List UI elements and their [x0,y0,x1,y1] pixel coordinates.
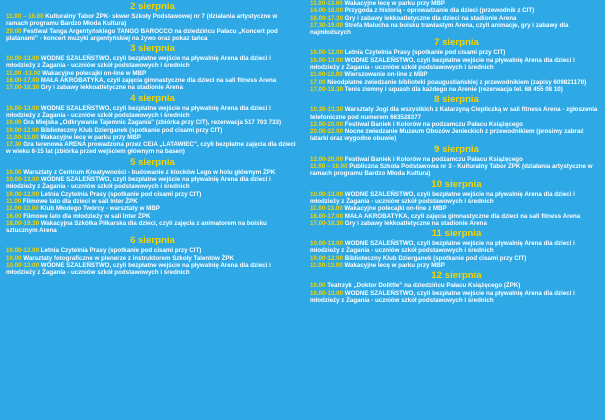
event-description: Gra terenowa ARENA prowadzona przez CEiA „LATAWIEC”, czyli bezpłatne zajęcia dla dzieci w wieku 8-15 lat (zbiórka przed wejściem głównym na basen) [6,141,296,156]
day-heading: 10 sierpnia [431,178,482,190]
day-heading: 2 sierpnia [130,1,175,12]
event-item [6,70,299,77]
event-item [6,255,299,262]
event-item [310,213,603,220]
event-description: Nocne zwiedzanie Muzeum Obozów Jenieckich z przewodnikiem (prosimy zabrać latarki oraz wygodne obuwie) [310,128,584,143]
event-time: 17.00-18.30 [310,219,344,227]
event-item [310,205,603,212]
event-description: Wierszowanie on-line z MBP [342,71,428,79]
day-heading: 4 sierpnia [130,92,175,104]
day-heading: 3 sierpnia [130,43,175,55]
event-time: 10.00-13.00 [310,289,344,297]
day-heading: 5 sierpnia [130,156,175,168]
event-item [310,7,603,14]
event-time: 11.00 – 16.00 [310,163,348,171]
event-description: Wakacyjna Szkółka Piłkarska dla dzieci, czyli zajęcia z animatorem na boisku sztucznym Arena [6,219,267,235]
left-column [6,0,299,277]
event-description: Tenis ziemny i squash dla każdego na Arenie (rezerwacja tel. 68 455 08 10) [343,85,563,93]
event-time: 10.00 [310,282,326,290]
event-item [310,262,603,269]
event-description: Letnia Czytelnia Prasy (spotkanie pod cisami przy CIT) [39,247,202,255]
event-description: Warsztaty z Centrum Kreatywności - budowanie z klocków Lego w holu głównym ŻPK [21,168,276,176]
event-item [310,255,603,262]
day-heading: 8 sierpnia [434,94,479,106]
event-description: WODNE SZALEŃSTWO, czyli bezpłatne wejście na pływalnię Arena dla dzieci i młodzieży z Żagania - uczniów szkół podstawowych i średnich [310,56,575,72]
event-time: 11.00 – 16.00 [6,13,44,20]
event-time: 14.00-16.00 [310,7,344,15]
event-time: 11.00 -13.00 [6,69,41,77]
event-description: Publiczna Szkoła Podstawowa nr 3 - Kulturalny Tabor ŻPK (działania artystyczne w ramach programu Bardzo Młoda Kultura) [310,163,593,178]
event-time: 20.00 [6,27,22,35]
event-description: WODNE SZALEŃSTWO, czyli bezpłatne wejście na pływalnię Arena dla dzieci i młodzieży z Żagania - uczniów szkół podstawowych i średnich [310,289,575,304]
event-item [6,13,299,28]
event-time: 10.00-12.00 [6,247,40,255]
event-item [310,240,603,255]
event-description: Wakacyjne lecę w parku przy MBP [342,262,445,270]
event-description: Wakacyjne polecajki on-line z MBP [342,205,447,213]
event-item [310,0,603,7]
event-description: WODNE SZALEŃSTWO, czyli bezpłatne wejście na pływalnię Arena dla dzieci i młodzieży z Żagania - uczniów szkół podstawowych i średnich [6,55,271,70]
event-item [310,121,603,128]
event-time: 16.00-17.30 [310,14,344,22]
event-description: WODNE SZALEŃSTWO, czyli bezpłatne wejście na pływalnię Arena dla dzieci i młodzieży z Żagania - uczniów szkół podstawowych i średnich [6,176,271,191]
event-time: 18.00-19.30 [6,219,40,227]
event-description: Letnia Czytelnia Prasy (spotkanie pod cisami przy CIT) [343,49,506,57]
event-item [310,282,603,289]
event-time: 16.00 [6,212,22,220]
event-time: 10.00-12.00 [6,190,40,198]
event-item [310,86,603,93]
day-heading: 7 sierpnia [434,37,479,49]
event-time: 11.00-13.00 [6,205,39,213]
event-time: 10.00-13.00 [6,176,40,184]
event-item [310,290,603,305]
event-description: Festiwal Tanga Argentyńskiego TANGO BAROCCO na dziedzińcu Pałacu „Koncert pod platanami” - koncert muzyki argentyńskiej na żywo oraz pokaz tańca [6,27,278,42]
event-description: Wakacyjne polecajki on-line w MBP [40,69,147,77]
event-description: WODNE SZALEŃSTWO, czyli bezpłatne wejście na pływalnię Arena dla dzieci i młodzieży z Żagania - uczniów szkół podstawowych i średnich [6,262,271,277]
event-item [6,141,299,156]
event-item [6,198,299,205]
event-description: Warsztaty fotograficzne w plenerze z instruktorem Szkoły Talentów ŻPK [21,254,234,262]
event-item [6,247,299,254]
event-item [6,169,299,176]
event-description: Biblioteczny Klub Dzierganek (spotkanie pod cisami przy CIT) [343,254,527,262]
event-time: 11.00-13.00 [310,205,343,213]
event-description: Strefa Malucha na boisku trawiastym Arena, czyli animacje, gry i zabawy dla najmłodszych [310,21,569,37]
event-time: 10.00-13.00 [6,104,40,112]
event-description: Filmowe lato dla dzieci w sali Inter ŻPK [21,197,138,205]
event-time: 17.00-18.30 [310,85,344,93]
day-heading: 12 sierpnia [431,270,482,282]
event-time: 10.00-12.00 [310,254,344,262]
event-item [6,55,299,70]
event-item [310,128,603,143]
event-time: 10.00-13.00 [310,190,344,198]
event-time: 12.00-20.00 [310,155,344,163]
event-description: Teatrzyk „Doktor Dolittle” na dziedzińcu Pałacu Książęcego (ŻPK) [325,282,521,290]
event-description: Warsztaty Jogi dla wszystkich z Katarzyną Ciepliczką w sali fitness Arena - zgłoszenia telefoniczne pod numerem 663528377 [310,106,598,121]
event-item [6,28,299,43]
event-description: Gry i zabawy lekkoatletyczne dla dzieci na stadionie Arena [343,14,517,22]
event-time: 10.00-13.00 [310,56,344,64]
event-item [6,134,299,141]
event-description: MAŁA AKROBATYKA, czyli zajęcia gimnastyczne dla dzieci na sali fitness Arena [39,77,277,85]
event-description: Wakacyjne lecę w parku przy MBP [38,133,141,141]
event-time: 11.00-13.00 [310,71,343,79]
event-time: 17.30 [6,141,22,149]
event-description: Filmowe lato dla młodzieży w sali Inter ŻPK [21,212,151,220]
event-time: 11.00-13.00 [310,0,343,7]
day-heading: 11 sierpnia [431,228,482,240]
event-description: Kulturalny Tabor ŻPK- skwer Szkoły Podstawowej nr 7 (działania artystyczne w ramach programu Bardzo Młoda Kultura) [6,13,278,28]
event-time: 17.00-18.30 [6,84,40,92]
event-description: Klub Młodego Twórcy - warsztaty w MBP [38,205,160,213]
day-heading: 9 sierpnia [434,143,479,155]
event-description: Przygoda z historią - oprowadzanie dla dzieci (przewodnik z CIT) [343,7,535,15]
event-item [6,220,299,235]
day-heading: 6 sierpnia [130,235,175,247]
event-time: 10.30-13.30 [310,106,344,114]
event-time: 20.00-22.00 [310,128,344,136]
event-description: Gra Miejska „Odkrywanie Tajemnic Żagania” (zbiórka przy CIT), rezerwacja 517 703 733) [21,119,282,127]
event-description: MAŁA AKROBATYKA, czyli zajęcia gimnastyczne dla dzieci na sali fitness Arena [343,212,581,220]
event-description: Festiwal Baniek i Kolorów na podzamczu Pałacu Książęcego [343,120,523,128]
event-item [310,57,603,72]
event-time: 16.00-17.00 [310,212,344,220]
event-item [6,119,299,126]
event-time: 10.00-12.00 [6,126,40,134]
event-time: 10.00 [6,119,22,127]
event-time: 10.00 [6,254,22,262]
event-item [310,163,603,178]
event-time: 10.00-13.00 [310,240,344,248]
right-column [310,0,603,304]
event-item [6,205,299,212]
event-time: 16.00-17.00 [6,77,40,85]
event-item [6,77,299,84]
event-time: 11.00-13.00 [6,133,39,141]
event-item [310,49,603,56]
event-time: 11.00-13.00 [310,262,343,270]
event-item [310,191,603,206]
event-description: WODNE SZALEŃSTWO, czyli bezpłatne wejście na pływalnię Arena dla dzieci i młodzieży z Żagania - uczniów szkół podstawowych i średnich [310,190,575,205]
event-time: 10.00-12.00 [310,49,344,57]
event-item [6,213,299,220]
event-description: Gry i zabawy lekkoatletyczne na stadionie Arena [343,219,487,227]
event-description: Nieodpłatne zwiedzanie biblioteki poaugustiańskiej z przewodnikiem (zapisy 609821170) [325,78,587,86]
event-item [6,84,299,91]
event-item [310,106,603,121]
event-item [310,15,603,22]
event-item [6,105,299,120]
event-item [6,176,299,191]
event-time: 11.00 [6,197,22,205]
event-description: WODNE SZALEŃSTWO, czyli bezpłatne wejście na pływalnię Arena dla dzieci i młodzieży z Żagania - uczniów szkół podstawowych i średnich [6,104,271,119]
event-description: WODNE SZALEŃSTWO, czyli bezpłatne wejście na pływalnię Arena dla dzieci i młodzieży z Żagania - uczniów szkół podstawowych i średnich [310,240,575,255]
event-description: Biblioteczny Klub Dzierganek (spotkanie pod cisami przy CIT) [39,126,223,134]
event-item [310,156,603,163]
event-description: Wakacyjne lecę w parku przy MBP [342,0,445,7]
event-time: 10.00 [6,168,22,176]
event-item [310,71,603,78]
event-item [310,220,603,227]
event-time: 12.00-20.00 [310,120,344,128]
event-time: 10.00-13.00 [6,55,40,63]
event-item [310,22,603,37]
event-item [6,191,299,198]
event-description: Letnia Czytelnia Prasy (spotkanie pod cisami przy CIT) [39,190,202,198]
event-time: 10.00-13.00 [6,262,40,270]
event-item [310,79,603,86]
event-time: 17.00 [310,78,326,86]
event-item [6,262,299,277]
event-description: Gry i zabawy lekkoatletyczne na stadionie Arena [39,84,183,92]
event-time: 17.30-19.00 [310,21,344,29]
event-description: Festiwal Baniek i Kolorów na podzamczu Pałacu Książęcego [343,155,523,163]
event-item [6,127,299,134]
